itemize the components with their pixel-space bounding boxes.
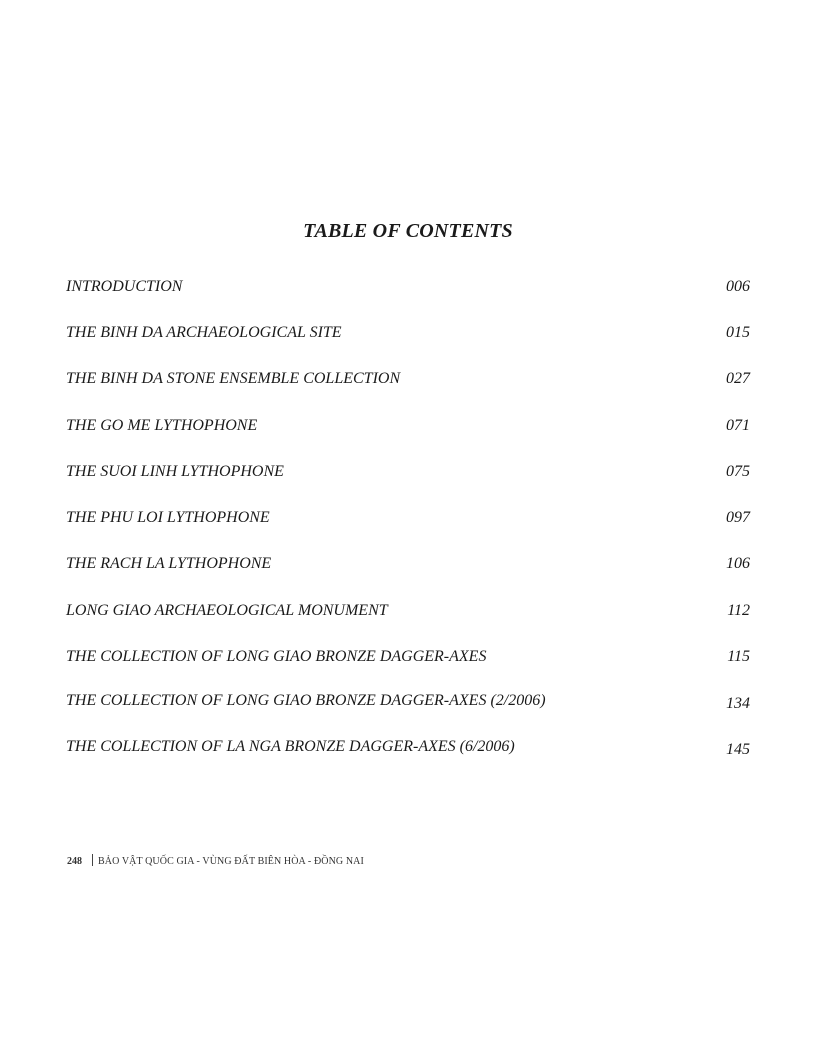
toc-entry-suoi-linh-lythophone bbox=[66, 463, 750, 485]
toc-entry-label: THE GO ME LYTHOPHONE bbox=[66, 417, 258, 434]
toc-entry-label: THE RACH LA LYTHOPHONE bbox=[66, 555, 272, 572]
toc-entry-introduction bbox=[66, 278, 750, 300]
toc-entry-page: 075 bbox=[726, 463, 750, 480]
toc-entry-rach-la-lythophone bbox=[66, 555, 750, 577]
footer-page-number: 248 bbox=[67, 856, 82, 867]
toc-entry-label: THE COLLECTION OF LONG GIAO BRONZE DAGGER-AXES bbox=[66, 648, 487, 665]
footer-divider bbox=[92, 854, 93, 866]
toc-entry-page: 027 bbox=[726, 370, 750, 387]
toc-entry-page: 071 bbox=[726, 417, 750, 434]
toc-entry-long-giao-dagger-axes bbox=[66, 648, 750, 670]
toc-entry-page: 112 bbox=[727, 602, 750, 619]
toc-entry-page: 006 bbox=[726, 278, 750, 295]
toc-entry-label: LONG GIAO ARCHAEOLOGICAL MONUMENT bbox=[66, 602, 388, 619]
toc-entry-binh-da-site bbox=[66, 324, 750, 346]
toc-entry-label: THE SUOI LINH LYTHOPHONE bbox=[66, 463, 284, 480]
toc-entry-label: THE COLLECTION OF LA NGA BRONZE DAGGER-AXES (6/2006) bbox=[66, 738, 515, 755]
toc-entry-phu-loi-lythophone bbox=[66, 509, 750, 531]
toc-entry-label: THE PHU LOI LYTHOPHONE bbox=[66, 509, 270, 526]
toc-entry-label: INTRODUCTION bbox=[66, 278, 183, 295]
toc-entry-label: THE BINH DA STONE ENSEMBLE COLLECTION bbox=[66, 370, 401, 387]
toc-entry-long-giao-dagger-axes-2006 bbox=[66, 692, 750, 714]
toc-entry-page: 097 bbox=[726, 509, 750, 526]
page-footer bbox=[67, 854, 364, 867]
page-title: TABLE OF CONTENTS bbox=[303, 220, 513, 242]
toc-entry-page: 015 bbox=[726, 324, 750, 341]
toc-entry-long-giao-monument bbox=[66, 602, 750, 624]
toc-entry-binh-da-stone-ensemble bbox=[66, 370, 750, 392]
footer-book-title: BẢO VẬT QUỐC GIA - VÙNG ĐẤT BIÊN HÒA - ĐỒNG NAI bbox=[98, 856, 364, 867]
toc-entry-label: THE BINH DA ARCHAEOLOGICAL SITE bbox=[66, 324, 342, 341]
toc-entry-page: 106 bbox=[726, 555, 750, 572]
toc-entry-page: 115 bbox=[727, 648, 750, 665]
toc-entry-page: 145 bbox=[726, 741, 750, 758]
toc-entry-la-nga-dagger-axes-2006 bbox=[66, 738, 750, 760]
toc-entry-label: THE COLLECTION OF LONG GIAO BRONZE DAGGER-AXES (2/2006) bbox=[66, 692, 546, 709]
toc-entry-go-me-lythophone bbox=[66, 417, 750, 439]
toc-entry-page: 134 bbox=[726, 695, 750, 712]
